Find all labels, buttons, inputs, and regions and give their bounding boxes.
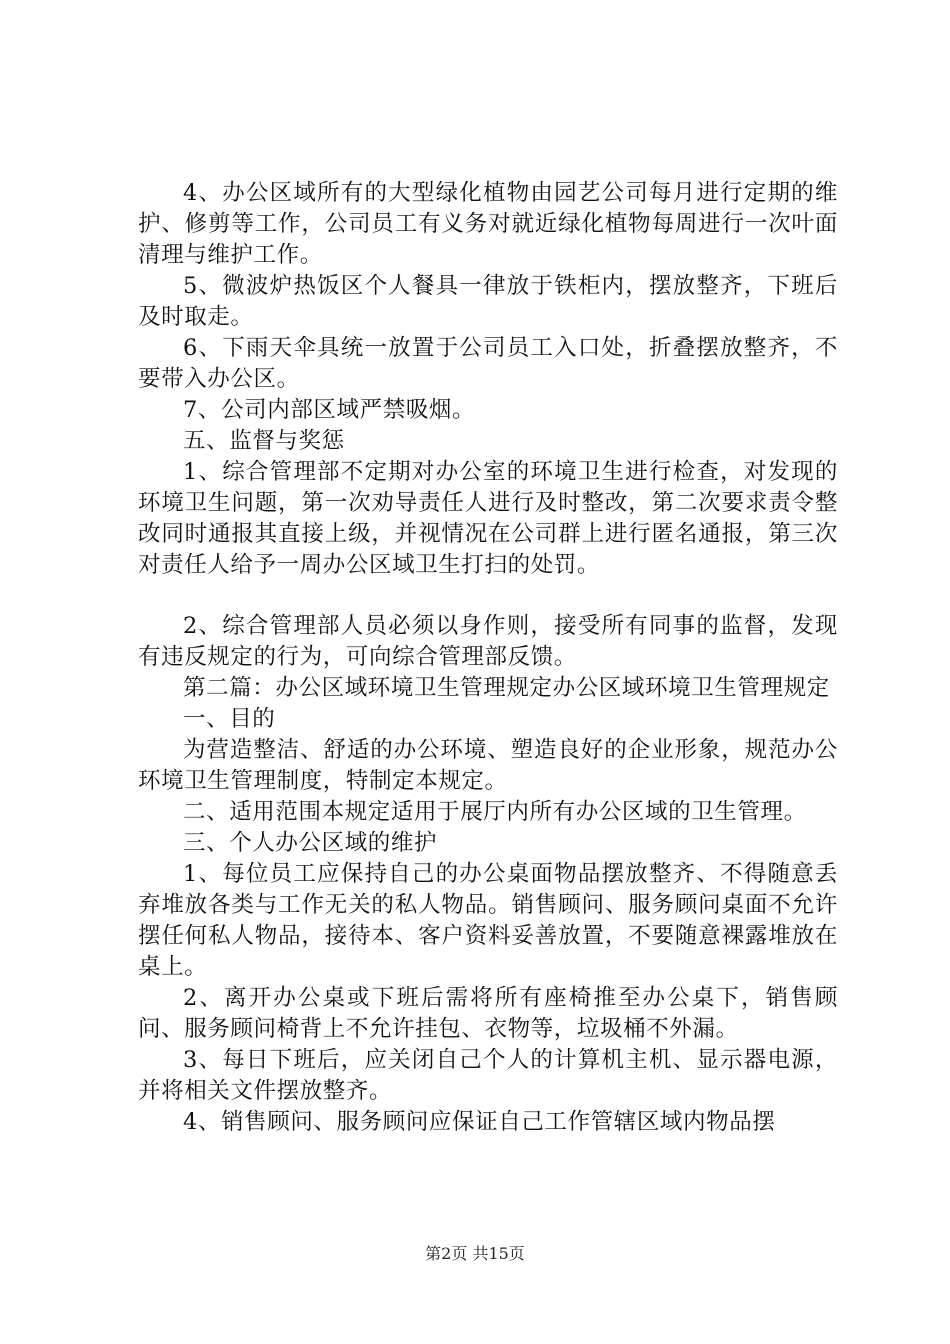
paragraph-purpose: 为营造整洁、舒适的办公环境、塑造良好的企业形象，规范办公环境卫生管理制度，特制定本规定。: [138, 737, 838, 794]
page-number-footer: 第2页 共15页: [425, 1244, 525, 1263]
section-heading-purpose: 一、目的: [183, 706, 276, 732]
paragraph-personal-4: 4、销售顾问、服务顾问应保证自己工作管辖区域内物品摆: [183, 1109, 776, 1135]
paragraph-personal-2: 2、离开办公桌或下班后需将所有座椅推至办公桌下，销售顾问、服务顾问椅背上不允许挂包、衣物等，垃圾桶不外漏。: [138, 985, 838, 1042]
paragraph-item-4-plants: 4、办公区域所有的大型绿化植物由园艺公司每月进行定期的维护、修剪等工作，公司员工有义务对就近绿化植物每周进行一次叶面清理与维护工作。: [138, 180, 838, 268]
paragraph-personal-1: 1、每位员工应保持自己的办公桌面物品摆放整齐、不得随意丢弃堆放各类与工作无关的私人物品。销售顾问、服务顾问桌面不允许摆任何私人物品，接待本、客户资料妥善放置，不要随意裸露堆放在桌上。: [138, 861, 838, 980]
paragraph-item-6-umbrella: 6、下雨天伞具统一放置于公司员工入口处，折叠摆放整齐，不要带入办公区。: [138, 335, 838, 392]
paragraph-personal-3: 3、每日下班后，应关闭自己个人的计算机主机、显示器电源，并将相关文件摆放整齐。: [138, 1047, 838, 1104]
paragraph-supervision-1: 1、综合管理部不定期对办公室的环境卫生进行检查，对发现的环境卫生问题，第一次劝导责任人进行及时整改，第二次要求责令整改同时通报其直接上级，并视情况在公司群上进行匿名通报，第三次对责任人给予一周办公区域卫生打扫的处罚。: [138, 459, 838, 578]
section-heading-scope: 二、适用范围本规定适用于展厅内所有办公区域的卫生管理。: [183, 799, 807, 825]
paragraph-supervision-2: 2、综合管理部人员必须以身作则，接受所有同事的监督，发现有违反规定的行为，可向综合管理部反馈。: [138, 613, 838, 670]
document-body: [138, 178, 838, 1138]
paragraph-item-7-smoking: 7、公司内部区域严禁吸烟。: [183, 397, 476, 423]
section-heading-supervision: 五、监督与奖惩: [183, 428, 345, 454]
paragraph-item-5-microwave: 5、微波炉热饭区个人餐具一律放于铁柜内，摆放整齐，下班后及时取走。: [138, 273, 838, 330]
chapter-title-second: 第二篇：办公区域环境卫生管理规定办公区域环境卫生管理规定: [183, 675, 830, 701]
section-heading-personal-area: 三、个人办公区域的维护: [183, 830, 438, 856]
